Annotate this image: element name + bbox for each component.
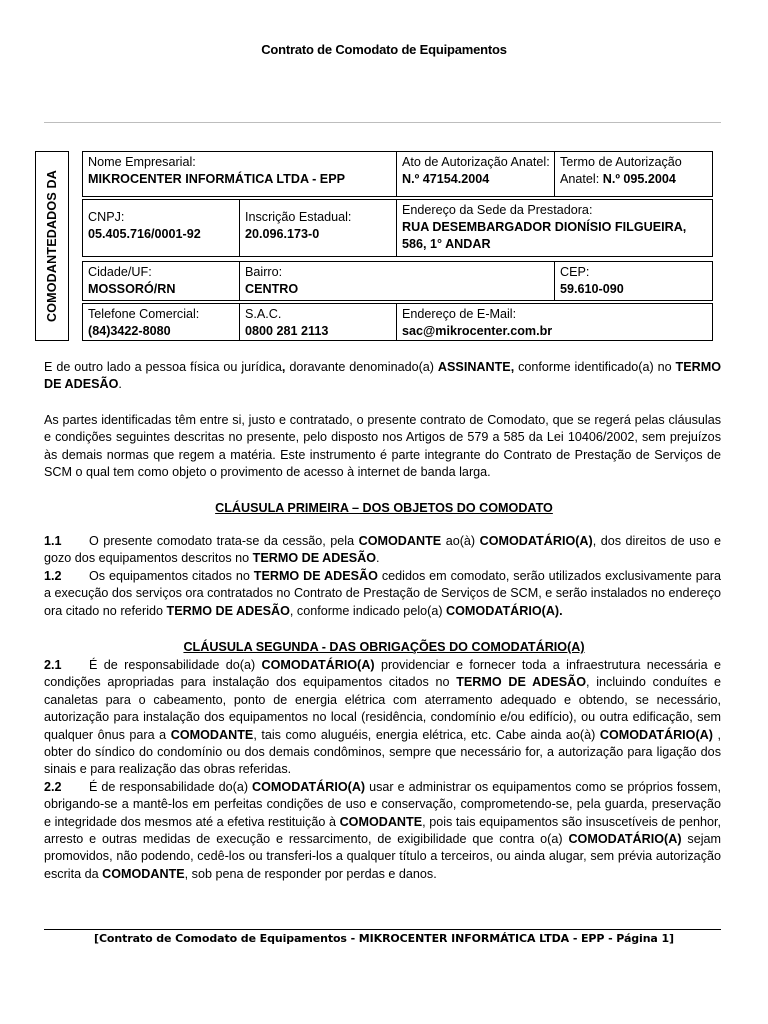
sac-cell <box>240 304 397 340</box>
item-number: 1.2 <box>44 568 62 583</box>
cnpj-value: 05.405.716/0001-92 <box>88 227 201 241</box>
comodatario-term: COMODATÁRIO(A) <box>252 779 366 794</box>
endereco-sede-cell <box>397 200 712 256</box>
clause-text: , pois tais equipamentos são insuscetíveis de penhor, arresto e outras medidas de execução e ressarcimento, de exigibilidade que contra o(a) <box>44 814 722 847</box>
bairro-value: CENTRO <box>245 282 299 296</box>
page-footer: [Contrato de Comodato de Equipamentos - MIKROCENTER INFORMÁTICA LTDA - EPP - Página 1] <box>94 932 674 945</box>
nome-empresarial-label: Nome Empresarial: <box>88 155 196 169</box>
comodante-row-cidade <box>82 261 713 301</box>
inscricao-estadual-cell <box>240 200 397 256</box>
item-2-1 <box>44 657 721 779</box>
ato-autorizacao-cell <box>397 152 555 196</box>
comodante-row-name <box>82 151 713 197</box>
endereco-sede-value-line2: 586, 1° ANDAR <box>402 237 491 251</box>
nome-empresarial-value: MIKROCENTER INFORMÁTICA LTDA - EPP <box>88 172 345 186</box>
endereco-sede-label: Endereço da Sede da Prestadora: <box>402 203 593 217</box>
item-1-2 <box>44 568 721 620</box>
clause-text: É de responsabilidade do(a) <box>89 658 262 672</box>
email-cell <box>397 304 712 340</box>
clause-text: É de responsabilidade do(a) <box>89 779 253 794</box>
endereco-sede-value-line1: RUA DESEMBARGADOR DIONÍSIO FILGUEIRA, <box>402 220 687 234</box>
termo-adesao-term: TERMO DE ADESÃO <box>252 551 377 566</box>
intro-paragraph-2 <box>44 412 721 482</box>
item-1-1 <box>44 533 721 568</box>
termo-adesao-term: TERMO DE ADESÃO <box>456 675 587 690</box>
clause-text: cedidos em comodato, serão utilizados exclusivamente para a execução dos serviços ora contratados no Contrato de Prestação de Serviços de SCM, e serão instalados no endereço ora citado no referido <box>44 568 721 618</box>
clause-text: , tais como aluguéis, energia elétrica, etc. Cabe ainda ao(à) <box>253 727 600 742</box>
comodatario-term: COMODATÁRIO(A) <box>479 534 593 548</box>
ato-autorizacao-value: N.º 47154.2004 <box>402 172 490 186</box>
comodatario-term: COMODATÁRIO(A) <box>261 658 375 672</box>
cep-value: 59.610-090 <box>560 282 624 296</box>
termo-autorizacao-value: N.º 095.2004 <box>602 172 676 186</box>
cidade-cell <box>83 262 240 300</box>
telefone-value: (84)3422-8080 <box>88 324 171 338</box>
comodante-term: COMODANTE <box>358 534 442 548</box>
clause-text: , incluindo conduítes e canaletas para o cabeamento, ponto de energia elétrica com aterramento adequado e obtendo, se necessário, autorização para instalação dos equipamentos no local (residência, condomínio e/ou edifício), ou outra edificação, sem qualquer ônus para a <box>44 675 721 742</box>
clause-text: , conforme indicado pelo(a) <box>289 603 447 618</box>
clause-text: Os equipamentos citados no <box>89 568 254 583</box>
intro-paragraph-1 <box>44 359 721 394</box>
clause-text: ao(à) <box>441 534 480 548</box>
item-number: 1.1 <box>44 534 62 548</box>
clause-text: sejam promovidos, não podendo, cedê-los ou transferi-los a qualquer título a terceiros, ou ainda alugar, sem prévia autorização escrita da <box>44 832 722 881</box>
comodante-row-cnpj <box>82 199 713 257</box>
intro-paragraph-2-text: As partes identificadas têm entre si, justo e contratado, o presente contrato de Comodato, que se regerá pelas cláusulas e condições seguintes descritas no presente, pelo disposto nos Artigos de 579 a 585 da Lei 10406/2002, sem prejuízos às demais normas que regem a matéria. Este instrumento é parte integrante do Contrato de Prestação de Serviços de SCM o qual tem como objeto o provimento de acesso à internet de banda larga. <box>44 413 721 480</box>
intro-text: . <box>118 377 122 392</box>
email-label: Endereço de E-Mail: <box>402 307 517 321</box>
comodante-term: COMODANTE <box>339 814 423 829</box>
clause-text: usar e administrar os equipamentos como se próprios fossem, obrigando-se a mantê-los em perfeitas condições de uso e conservação, comprometendo-se, pela guarda, preservação e integridade dos mesmos até a efetiva restituição à <box>44 779 721 829</box>
intro-text: E de outro lado a pessoa física ou jurídica <box>44 360 282 374</box>
document-title: Contrato de Comodato de Equipamentos <box>261 42 507 57</box>
ato-autorizacao-label: Ato de Autorização Anatel: <box>402 155 550 169</box>
intro-comma: , <box>281 360 286 374</box>
comodante-side-label: COMODANTEDADOS DA <box>45 169 59 323</box>
cidade-label: Cidade/UF: <box>88 265 152 279</box>
intro-text: doravante denominado(a) <box>285 360 438 374</box>
telefone-label: Telefone Comercial: <box>88 307 200 321</box>
termo-autorizacao-label: Termo de Autorização <box>560 155 682 169</box>
cidade-value: MOSSORÓ/RN <box>88 282 176 296</box>
termo-autorizacao-prefix: Anatel: <box>560 172 600 186</box>
clausula-segunda-heading: CLÁUSULA SEGUNDA - DAS OBRIGAÇÕES DO COMODATÁRIO(A) <box>183 640 585 654</box>
comodatario-term: COMODATÁRIO(A) <box>568 832 682 847</box>
item-number: 2.1 <box>44 658 62 672</box>
inscricao-estadual-label: Inscrição Estadual: <box>245 210 352 224</box>
clause-text: . <box>376 551 380 566</box>
footer-divider <box>44 929 721 930</box>
cnpj-label: CNPJ: <box>88 210 125 224</box>
nome-empresarial-cell <box>83 152 397 196</box>
comodante-term: COMODANTE <box>102 866 185 881</box>
bairro-cell <box>240 262 555 300</box>
clausula-primeira-heading: CLÁUSULA PRIMEIRA – DOS OBJETOS DO COMODATO <box>215 501 553 515</box>
termo-autorizacao-cell <box>555 152 712 196</box>
termo-adesao-term: TERMO DE ADESÃO <box>253 568 378 583</box>
clause-text: , dos direitos de uso e gozo dos equipamentos descritos no <box>44 534 721 566</box>
intro-text: conforme identificado(a) no <box>514 360 676 374</box>
clausula-segunda-body <box>44 657 721 883</box>
clause-text: , obter do síndico do condomínio ou dos demais condôminos, sempre que necessário for, a autorização para ligação dos sinais e para realização das obras referidas. <box>44 727 722 777</box>
assinante-term: ASSINANTE, <box>437 360 515 374</box>
clause-text: O presente comodato trata-se da cessão, pela <box>89 534 359 548</box>
clause-text: , sob pena de responder por perdas e danos. <box>184 866 437 881</box>
comodatario-term: COMODATÁRIO(A) <box>599 727 713 742</box>
comodante-row-contato <box>82 303 713 341</box>
clause-text: providenciar e fornecer toda a infraestrutura necessária e condições apropriadas para instalação dos equipamentos citados no <box>44 658 721 690</box>
telefone-cell <box>83 304 240 340</box>
cnpj-cell <box>83 200 240 256</box>
comodante-side-label-box <box>35 151 69 341</box>
sac-label: S.A.C. <box>245 307 282 321</box>
termo-adesao-term: TERMO DE ADESÃO <box>44 360 721 392</box>
sac-value: 0800 281 2113 <box>245 324 329 338</box>
cep-cell <box>555 262 712 300</box>
item-2-2 <box>44 779 721 883</box>
clausula-primeira-body <box>44 533 721 620</box>
inscricao-estadual-value: 20.096.173-0 <box>245 227 320 241</box>
header-divider <box>44 122 721 123</box>
email-value: sac@mikrocenter.com.br <box>402 324 553 338</box>
item-number: 2.2 <box>44 779 62 794</box>
termo-adesao-term: TERMO DE ADESÃO <box>166 603 290 618</box>
comodante-term: COMODANTE <box>170 727 254 742</box>
comodatario-term: COMODATÁRIO(A). <box>446 603 563 618</box>
bairro-label: Bairro: <box>245 265 283 279</box>
cep-label: CEP: <box>560 265 590 279</box>
